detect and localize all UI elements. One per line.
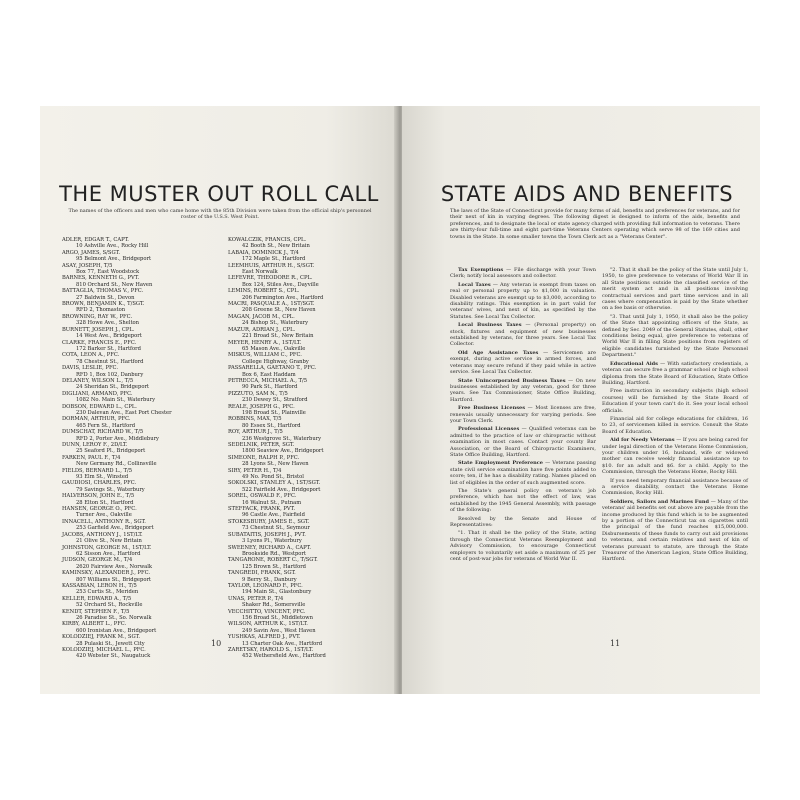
page-title: THE MUSTER OUT ROLL CALL [59, 182, 379, 206]
roster-address: 14 West Ave., Bridgeport [76, 333, 142, 340]
benefit-paragraph [602, 314, 748, 359]
benefit-text: — On new businesses established by any veteran, good for three years. See Tax Commissioner, State Office Building, Hartford. [450, 377, 596, 403]
roster-address: 206 Farmington Ave., Hartford [242, 294, 324, 301]
roster-address: RFD 1, Box 102, Danbury [76, 371, 144, 378]
roster-name: ADLER, EDGAR T., CAPT. [62, 237, 129, 243]
roster-name: YUSHKAS, ALFRED J., PVT. [228, 634, 301, 641]
benefit-paragraph [450, 267, 596, 280]
roster-name: BROWNING, RAY W., PFC. [62, 313, 133, 320]
benefit-heading: State Employment Preference [458, 460, 543, 467]
benefit-text: — Most licenses are free, renewals usually unnecessary for varying periods. See your Town Clerk. [450, 405, 596, 424]
roster-address: 90 Park St., Hartford [242, 384, 298, 391]
benefit-paragraph [450, 426, 596, 458]
roster-name: DUNN, LEROY F., 2D/LT. [62, 442, 128, 448]
roster-name: DELANEY, WILSON L., T/5 [62, 377, 134, 384]
roster-name: BARNES, KENNETH G., PVT. [62, 275, 140, 282]
benefit-text: "1. That it shall be the policy of the State, acting through the Connecticut Veterans Reemployment and Advisory Commission, to encourage Connecticut employers to voluntarily set aside a maximum of 25 per cent of post-war jobs for veterans of World War II. [450, 530, 596, 563]
roster-address: Box 124, Stiles Ave., Dayville [242, 281, 319, 288]
roster-name: DORMAN, ARTHUR, PFC. [62, 416, 131, 423]
roster-address: 452 Wethersfield Ave., Hartford [242, 653, 326, 660]
roster-address: 95 Belmont Ave., Bridgeport [76, 256, 152, 263]
roster-name: LEEMHUIS, ARTHUR H., S/SGT. [228, 262, 315, 269]
roster-name: ROY, ARTHUR J., T/5 [228, 429, 283, 436]
roster-address: 194 Main St., Glastonbury [242, 589, 312, 596]
roster-name: LEMINS, ROBERT S., CPL. [228, 288, 300, 295]
roster-name: ARGO, JAMES, S/SGT. [62, 249, 120, 256]
benefit-paragraph [450, 488, 596, 514]
benefit-text: — Many of the veterans' aid benefits set out above are payable from the income produced by this fund which is to be augmented by a portion of the Connecticut tax on cigarettes until the principal of the fund reaches $15,000,000. Disbursements of these funds to carry out aid provisions to veterans, and certain relatives and next of kin of veterans pursuant to statute, are through the State Treasurer of the American Legion, State Office Building, Hartford. [602, 498, 748, 563]
benefits-column-2 [602, 267, 748, 565]
roster-name: STOKESBURY, JAMES E., SGT. [228, 518, 310, 525]
roster-name: PETRECCA, MICHAEL A., T/5 [228, 377, 308, 384]
roster-name: KAMINSKY, ALEXANDER J., PFC. [62, 570, 151, 577]
benefit-heading: Free Business Licenses [458, 405, 526, 412]
roster-name: TANGARONE, ROBERT C., T/SGT. [228, 557, 318, 564]
benefit-text: Free instruction in secondary subjects (high school courses) will be furnished by the State Board of Education if your town can't do it. See your local school officials. [602, 388, 748, 414]
booklet-spread [40, 106, 760, 694]
roster-column-1 [62, 237, 212, 660]
roster-address: 25 Seaford Pl., Bridgeport [76, 448, 146, 455]
roster-address: 328 Howe Ave., Shelton [76, 320, 140, 327]
benefit-paragraph [450, 378, 596, 404]
benefit-paragraph [450, 516, 596, 529]
page-number: 11 [610, 639, 621, 648]
roster-name: INNACELL, ANTHONY R., SGT. [62, 518, 146, 525]
roster-address: 16 Walnut St., Putnam [242, 499, 302, 506]
benefit-heading: State Unincorporated Business Taxes [458, 377, 566, 384]
roster-address: 198 Broad St., Plainville [242, 409, 306, 416]
roster-address: 42 Booth St., New Britain [242, 243, 310, 250]
roster-name: MISKUS, WILLIAM C., PFC. [228, 352, 302, 359]
roster-name: KELLER, EDWARD A., T/5 [62, 595, 132, 602]
roster-address: 807 Williams St., Bridgeport [76, 576, 152, 583]
roster-name: TANGREDI, FRANK, SGT. [228, 570, 296, 577]
roster-address: 26 Paradise St., So. Norwalk [76, 614, 152, 621]
roster-name: REALE, JOSEPH G., PFC. [228, 403, 295, 410]
roster-name: SUBATAITIS, JOSEPH J., PVT. [228, 531, 306, 538]
roster-name: BATTAGLIA, THOMAS V., PFC. [62, 288, 144, 295]
benefit-heading: Aid for Needy Veterans [610, 437, 675, 444]
roster-address: 522 Fairfield Ave., Bridgeport [242, 486, 321, 493]
benefit-text: — Any veteran is exempt from taxes on real or personal property up to $1,000 in valuation. Disabled veterans are exempt up to $3,000, according to disability ratings. This exemption is in part valid for veterans' wives, and next of kin, as specified by the Statutes. See Local Tax Collector. [450, 281, 596, 320]
roster-address: 10 Ashville Ave., Rocky Hill [76, 243, 149, 250]
benefit-paragraph [602, 478, 748, 497]
roster-name: DUMSCHAT, RICHARD W., T/5 [62, 429, 144, 436]
benefit-text: The State's general policy on veteran's job preference, which has not the effect of law, was established by the 1945 General Assembly, with passage of the following: [450, 488, 596, 514]
roster-address: 49 No. Pond St., Bristol [242, 474, 304, 481]
roster-name: ASAY, JOSEPH, T/5 [62, 262, 113, 269]
roster-address: 78 Chestnut St., Hartford [76, 358, 144, 365]
benefits-column-1 [450, 267, 596, 564]
roster-name: KENDT, STEPHEN F., T/5 [62, 608, 130, 615]
roster-address: 3 Lyons Pl., Waterbury [242, 538, 302, 545]
roster-address: New Germany Rd., Collinsville [76, 461, 157, 468]
roster-name: JOHNSTON, GEORGE M., 1ST/LT. [62, 544, 152, 551]
roster-address: Box 77, East Woodstock [76, 269, 140, 276]
benefit-heading: Old Age Assistance Taxes [458, 349, 539, 356]
roster-address: 156 Broad St., Middletown [242, 614, 313, 621]
roster-name: JUDSON, GEORGE M., T/4 [62, 557, 133, 564]
roster-name: KIRBY, ALBERT L., PFC. [62, 621, 127, 628]
roster-name: SOREL, OSWALD F., PFC. [228, 493, 297, 500]
roster-address: 28 Pulaski St., Jewett City [76, 640, 145, 647]
roster-name: VECCHITTO, VINCENT, PFC. [228, 608, 306, 615]
roster-address: 230 Dalevan Ave., East Port Chester [76, 409, 172, 416]
benefit-paragraph [602, 388, 748, 414]
benefit-text: Resolved by the Senate and House of Representatives: [450, 515, 596, 529]
roster-name: CLARKE, FRANCIS E., PFC. [62, 339, 137, 346]
benefit-paragraph [450, 350, 596, 376]
benefit-text: — Servicemen are exempt, during active service in armed forces, and veterans may secure refund if they paid while in active service. See Local Tax Collector. [450, 349, 597, 376]
benefit-text: If you need temporary financial assistance because of a service disability, contact the Veterans Home Commission, Rocky Hill. [602, 477, 748, 497]
roster-name: MAGAN, JACOB M., CPL. [228, 313, 295, 320]
roster-address: 253 Curtis St., Meriden [76, 589, 139, 596]
roster-name: KASSABIAN, LERON H., T/5 [62, 582, 137, 589]
roster-address: 465 Fern St., Hartford [76, 422, 136, 429]
roster-address: 230 Dewey St., Stratford [242, 397, 308, 404]
roster-name: SEDELNIK, PETER, SGT. [228, 442, 295, 448]
benefit-paragraph [602, 416, 748, 435]
roster-name: DAVIS, LESLIE, PFC. [62, 365, 118, 372]
roster-name: SIMEONE, RALPH P., PFC. [228, 454, 300, 461]
benefit-heading: Educational Aids [610, 360, 658, 367]
roster-address: 221 Broad St., New Britain [242, 333, 314, 340]
roster-name: TAYLOR, LEONARD F., PFC. [228, 582, 303, 589]
roster-column-2 [228, 237, 378, 660]
benefit-text: "2. That it shall be the policy of the State until July 1, 1950, to give preference to veterans of World War II in all State positions outside the classified service of the merit system act and in all positions involving contractual services and part time services and in all cases where compensation is paid by the State whether on a fee basis or otherwise. [602, 267, 748, 312]
roster-address: East Norwalk [242, 269, 278, 276]
roster-address: 125 Brown St., Hartford [242, 563, 307, 570]
benefit-heading: Soldiers, Sailors and Marines Fund [610, 498, 709, 505]
roster-address: 253 Garfield Ave., Bridgeport [76, 525, 154, 532]
roster-name: LABAIA, DOMINICK J., T/4 [228, 249, 299, 256]
benefit-heading: Local Taxes [458, 281, 491, 288]
roster-address: 24 Bishop St., Waterbury [242, 320, 309, 327]
page-number: 10 [211, 639, 222, 648]
benefit-paragraph [602, 267, 748, 312]
roster-name: ROBBINS, MAX, T/5 [228, 416, 282, 423]
benefit-paragraph [450, 530, 596, 562]
benefit-paragraph [450, 322, 596, 348]
roster-name: COTA, LEON A., PFC. [62, 352, 120, 359]
roster-name: SIRY, PETER H., T/4 [228, 467, 282, 474]
roster-name: KOLODZIEJ, FRANK M., SGT. [62, 634, 140, 641]
benefit-paragraph [450, 460, 596, 486]
benefits-intro: The laws of the State of Connecticut provide for many forms of aid, benefits and preferences for veterans, and for their next of kin in varying degrees. The following digest is designed to inform of the aids, benefits and preferences, and to designate the local or state agency charged with providing full information to veterans. There are thirty-four full-time and eight part-time Veterans Centers operating which serve 98 of the 169 cities and towns in the State. In some smaller towns the Town Clerk act as a "Veterans Center". [450, 208, 740, 240]
benefit-heading: Local Business Taxes [458, 322, 522, 329]
roster-address: 28 Lyons St., New Haven [242, 461, 309, 468]
roster-name: DOBSON, EDWARD L., CPL. [62, 403, 137, 410]
left-page [40, 106, 398, 694]
roster-address: 13 Charter Oak Ave., Hartford [242, 640, 323, 647]
roster-name: BURNETT, JOSEPH J., CPL. [62, 326, 135, 333]
roster-address: 249 Savin Ave., West Haven [242, 627, 316, 634]
roster-name: UNAS, PETER P., T/4 [228, 595, 284, 602]
roster-address: 79 Savings St., Waterbury [76, 486, 145, 493]
roster-address: 96 Castle Ave., Fairfield [242, 512, 305, 519]
roster-address: Brookside Rd., Westport [242, 550, 306, 557]
roster-name: STEFFACK, FRANK, PVT. [228, 506, 295, 513]
roster-intro: The names of the officers and men who came home with the 85th Division were taken from the official ship's personnel roster of the U.S.S. West Point. [68, 208, 372, 220]
roster-name: FIELDS, BERNARD L., T/5 [62, 467, 133, 474]
benefit-text: — Qualified veterans can be admitted to the practice of law or chiropractic without examination in most cases. Contact your county Bar Association, or the Board of Chiropractic Examiners, State Office Building, Hartford. [450, 426, 597, 458]
benefit-heading: Tax Exemptions [458, 267, 504, 273]
roster-name: DIGLIANI, ARMAND, PFC. [62, 390, 133, 397]
roster-address: 172 Barker St., Hartford [76, 345, 141, 352]
roster-address: College Highway, Granby [242, 358, 309, 365]
roster-address: 208 Greene St., New Haven [242, 307, 316, 314]
roster-name: MEYER, HENRY A., 1ST/LT. [228, 339, 302, 346]
roster-address: RFD 2, Porter Ave., Middlebury [76, 435, 159, 442]
roster-address: 80 Essex St., Hartford [242, 422, 301, 429]
roster-address: 62 Sisson Ave., Hartford [76, 550, 141, 557]
roster-name: PIZZUTO, SAM N., T/5 [228, 390, 288, 397]
roster-address: 24 Sheridan St., Bridgeport [76, 384, 150, 391]
benefit-heading: Professional Licenses [458, 426, 520, 433]
roster-address: 9 Berry St., Danbury [242, 576, 297, 583]
roster-address: 93 Elm St., Winsted [76, 474, 129, 481]
roster-name: HALVERSON, JOHN E., T/5 [62, 493, 135, 500]
benefit-paragraph [450, 282, 596, 320]
roster-name: BROWN, BENJAMIN K., T/SGT. [62, 301, 145, 308]
benefit-paragraph [450, 405, 596, 424]
roster-name: SWEENEY, RICHARD A., CAPT. [228, 544, 311, 551]
roster-name: JACOBS, ANTHONY J., 1ST/LT. [62, 531, 143, 538]
benefit-paragraph [602, 361, 748, 387]
roster-name: KOLODZIEJ, MICHAEL L., PFC. [62, 647, 146, 653]
roster-name: ZARETSKY, HAROLD S., 1ST/LT. [228, 647, 314, 653]
roster-name: MACRI, PASQUALE A., 1ST/SGT. [228, 301, 315, 308]
benefit-text: — File discharge with your Town Clerk; notify local assessors and collector. [450, 267, 596, 280]
roster-name: HANSEN, GEORGE O., PFC. [62, 506, 137, 513]
roster-name: MAZUR, ADRIAN J., CPL. [228, 326, 296, 333]
roster-address: 65 Mason Ave., Oakville [242, 345, 306, 352]
roster-name: FARKEN, PAUL F., T/4 [62, 454, 121, 461]
roster-address: Turner Ave., Oakville [76, 512, 132, 519]
roster-address: 73 Chestnut St., Seymour [242, 525, 310, 532]
benefit-text: — Veterans passing state civil service examination have five points added to score; ten, if he has a disability rating. Names placed on list of eligibles in the order of such augmented score. [450, 460, 597, 486]
benefit-text: Financial aid for college educations for children, 16 to 23, of servicemen killed in service. Consult the State Board of Education. [602, 415, 748, 435]
roster-address: Box 6, East Haddam [242, 371, 296, 378]
roster-name: LEFEVRE, THEODORE R., CPL. [228, 275, 313, 282]
roster-name: KOWALCZIK, FRANCIS, CPL. [228, 237, 307, 243]
roster-address: 2620 Fairview Ave., Norwalk [76, 563, 153, 570]
roster-name: WILSON, ARTHUR K., 1ST/LT. [228, 621, 308, 628]
roster-address: 236 Westgrove St., Waterbury [242, 435, 322, 442]
roster-name: PASSARELLA, GAETANO T., PFC. [228, 365, 317, 372]
roster-address: 420 Webster St., Naugatuck [76, 653, 151, 660]
roster-address: 27 Baldwin St., Devon [76, 294, 135, 301]
right-page [402, 106, 760, 694]
benefit-paragraph [602, 499, 748, 563]
roster-address: 1082 No. Main St., Waterbury [76, 397, 156, 404]
roster-address: 1800 Seaview Ave., Bridgeport [242, 448, 324, 455]
roster-address: 600 Ironistan Ave., Bridgeport [76, 627, 157, 634]
page-title: STATE AIDS AND BENEFITS [440, 182, 734, 206]
benefit-text: "3. That until July 1, 1950, it shall also be the policy of the State that appointing officers of the State, as defined by Sec. 2049 of the General Statutes, shall, other conditions being equal, give preference to veterans of World War II in filling State positions from registers of eligible candidates furnished by the State Personnel Department." [602, 313, 748, 359]
roster-address: Shaker Rd., Somersville [242, 602, 306, 609]
roster-address: 21 Olive St., New Britain [76, 538, 142, 545]
roster-address: RFD 2, Thomaston [76, 307, 126, 314]
roster-address: 28 Elton St., Hartford [76, 499, 134, 506]
benefit-paragraph [602, 437, 748, 475]
roster-name: SOKOLSKI, STANLEY A., 1ST/SGT. [228, 480, 321, 487]
roster-address: 52 Orchard St., Rockville [76, 602, 143, 609]
benefit-text: — If you are being cared for under legal direction of the Veterans Home Commission, your children under 16, husband, wife or widowed mother can receive weekly financial assistance up to $10. for an adult and $6. for a child. Apply to the Commission, through the Veterans Home, Rocky Hill. [602, 437, 749, 476]
roster-name: GAUDIOSI, CHARLES, PFC. [62, 480, 137, 487]
roster-address: 810 Orchard St., New Haven [76, 281, 153, 288]
roster-address: 172 Maple St., Hartford [242, 256, 306, 263]
benefit-text: — (Personal property) on stock, fixtures and equipment of new businesses established by veterans, for three years. See Local Tax Collector. [450, 322, 597, 348]
benefit-text: — With satisfactory credentials, a veteran can secure free a grammar school or high school diploma from the State Board of Education, State Office Building, Hartford. [602, 360, 748, 386]
